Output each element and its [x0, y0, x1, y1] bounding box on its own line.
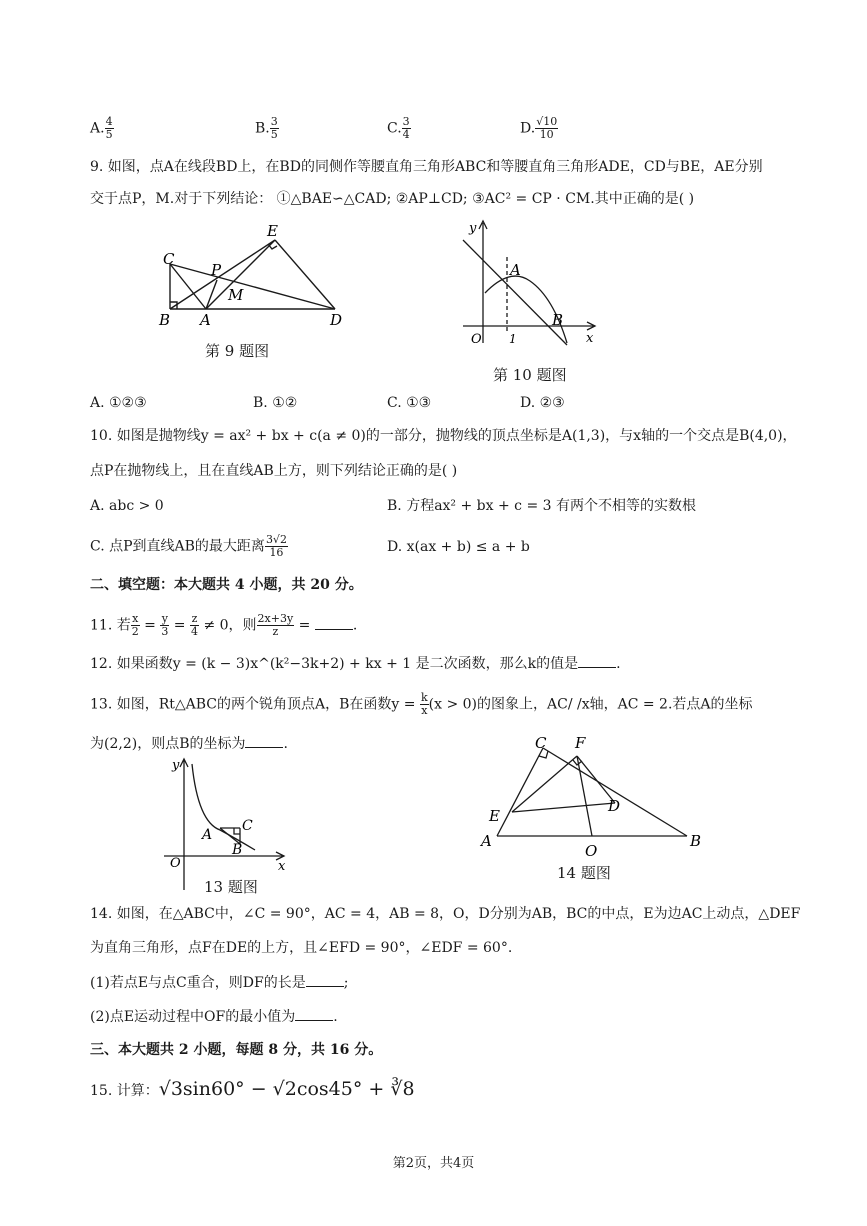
fig13-label-c: C [242, 818, 253, 834]
q8-option-d: D. $\frac{√10}{10}$ [520, 115, 558, 141]
fig13-label-y: y [172, 758, 180, 773]
fig14-label-e: E [489, 807, 500, 825]
q10-line1: 10. 如图是抛物线y = ax² + bx + c(a ≠ 0)的一部分，抛物线的顶点坐标是A(1,3)，与x轴的一个交点是B(4,0)， [90, 428, 797, 444]
q15-expression: √3sin60° − √2cos45° + ∛8 [158, 1078, 415, 1100]
q14-part2: (2)点E运动过程中OF的最小值为 . [90, 1009, 338, 1025]
fig14-line-fd [577, 756, 615, 803]
fig14-label-o: O [585, 842, 598, 860]
figure-10 [455, 215, 605, 355]
fig14-label-f: F [575, 734, 586, 752]
fig10-line-ab [463, 240, 567, 345]
fig9-label-p: P [211, 261, 222, 279]
q14-part1-blank [306, 973, 344, 987]
fig14-line-cb [543, 748, 687, 836]
page-footer: 第2页，共4页 [392, 1156, 475, 1171]
fig14-label-b: B [690, 832, 702, 850]
fig10-label-a: A [510, 261, 521, 279]
q11: 11. 若 $\frac{x}{2}$ = $\frac{y}{3}$ = $\frac{z}{4}$ ≠ 0，则 $\frac{2x+3y}{z}$ = . [90, 612, 358, 638]
q14-part2-blank [295, 1007, 333, 1021]
fig14-line-ed [512, 803, 615, 812]
fig10-label-o: O [471, 332, 482, 347]
fig9-label-d: D [330, 311, 343, 329]
q9-option-c: C. ①③ [387, 395, 432, 411]
fig14-line-of [577, 756, 592, 836]
figure-9 [155, 222, 355, 332]
fig9-label-m: M [228, 286, 244, 304]
q13-line2: 为(2,2)，则点B的坐标为 . [90, 736, 288, 752]
q11-answer-blank [315, 616, 353, 630]
q15: 15. 计算：√3sin60° − √2cos45° + ∛8 [90, 1078, 415, 1100]
q8-option-a: A. $\frac{4}{5}$ [90, 115, 113, 141]
fig14-label-d: D [608, 797, 621, 815]
fig10-label-x: x [586, 331, 594, 346]
q8-option-c: C. $\frac{3}{4}$ [387, 115, 410, 141]
fig10-label-y: y [469, 221, 477, 236]
q12: 12. 如果函数y = (k − 3)x^(k²−3k+2) + kx + 1 是二次函数，那么k的值是 . [90, 656, 621, 672]
fig14-line-ef [512, 756, 577, 812]
fig9-label-a: A [200, 311, 211, 329]
fig9-line-cd [170, 264, 335, 309]
q14-part1: (1)若点E与点C重合，则DF的长是 ; [90, 975, 349, 991]
fig9-right-angle-e [268, 244, 277, 249]
fig10-label-b: B [552, 311, 564, 329]
fig13-label-b: B [232, 842, 243, 858]
fig13-label-o: O [170, 856, 181, 871]
q14-line1: 14. 如图，在△ABC中，∠C = 90°，AC = 4，AB = 8，O，D分别为AB，BC的中点，E为边AC上动点，△DEF [90, 906, 801, 922]
fig14-caption: 14 题图 [557, 864, 611, 882]
fig10-caption: 第 10 题图 [493, 366, 567, 384]
fig9-line-ed [275, 240, 335, 309]
fig14-label-a: A [481, 832, 492, 850]
q10-option-d: D. x(ax + b) ≤ a + b [387, 539, 530, 555]
fig13-caption: 13 题图 [204, 878, 258, 896]
fig13-right-angle-c [234, 828, 240, 834]
fig13-label-x: x [278, 859, 286, 874]
fig10-label-1: 1 [509, 332, 517, 346]
q13-line1: 13. 如图，Rt△ABC的两个锐角顶点A，B在函数y = $\frac{k}{x}$ (x > 0)的图象上，AC/ /x轴，AC = 2.若点A的坐标 [90, 691, 753, 717]
q9-line1: 9. 如图，点A在线段BD上，在BD的同侧作等腰直角三角形ABC和等腰直角三角形ADE，CD与BE，AE分别 [90, 159, 763, 175]
q9-option-a: A. ①②③ [90, 395, 147, 411]
figure-13 [160, 752, 290, 892]
fig9-line-be [170, 240, 275, 309]
q10-line2: 点P在抛物线上，且在直线AB上方，则下列结论正确的是( ) [90, 463, 458, 479]
q9-line2: 交于点P，M.对于下列结论： ①△BAE∽△CAD; ②AP⊥CD; ③AC² = CP · CM.其中正确的是( ) [90, 191, 695, 207]
q14-line2: 为直角三角形，点F在DE的上方，且∠EFD = 90°，∠EDF = 60°. [90, 940, 513, 956]
q10-option-c: C. 点P到直线AB的最大距离 $\frac{3√2}{16}$ [90, 533, 287, 559]
fig9-label-e: E [267, 222, 278, 240]
q13-answer-blank [245, 734, 283, 748]
fig9-label-c: C [163, 250, 175, 268]
q8-option-b: B. $\frac{3}{5}$ [255, 115, 278, 141]
section-3-heading: 三、本大题共 2 小题，每题 8 分，共 16 分。 [90, 1042, 383, 1058]
fig9-label-b: B [159, 311, 171, 329]
q10-option-b: B. 方程ax² + bx + c = 3 有两个不相等的实数根 [387, 498, 696, 514]
fig14-label-c: C [535, 734, 547, 752]
fig13-label-a: A [202, 827, 213, 843]
q9-option-b: B. ①② [253, 395, 298, 411]
q10-option-a: A. abc > 0 [90, 498, 164, 514]
figure-14 [475, 732, 710, 862]
q12-answer-blank [578, 654, 616, 668]
fig9-caption: 第 9 题图 [205, 342, 270, 360]
q9-option-d: D. ②③ [520, 395, 565, 411]
section-2-heading: 二、填空题：本大题共 4 小题，共 20 分。 [90, 577, 363, 593]
